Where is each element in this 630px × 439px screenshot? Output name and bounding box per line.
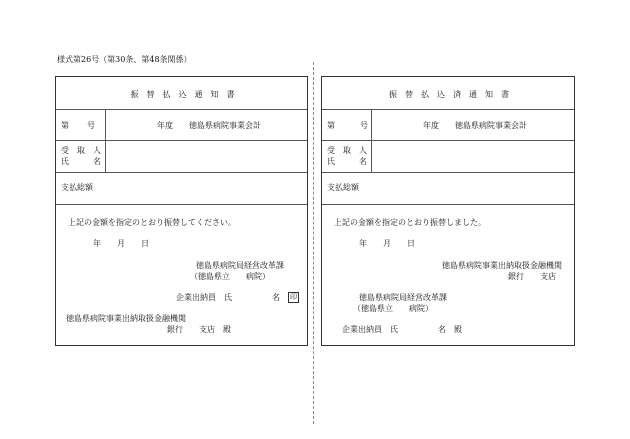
divider	[56, 204, 307, 205]
number-label: 第	[327, 121, 335, 130]
date-field: 年 月 日	[93, 239, 149, 248]
transfer-completed-notice-form	[321, 76, 575, 346]
fiscal-year-account: 年度 徳島県病院事業会計	[157, 121, 261, 130]
cashier-signature: 企業出納員 氏 名	[176, 293, 280, 302]
recipient-name-label: 氏 名	[61, 157, 101, 166]
transfer-notice-form	[55, 76, 308, 346]
bank-name: 徳島県病院事業出納取扱金融機関	[442, 261, 562, 270]
number-suffix: 号	[360, 121, 368, 130]
cut-line-divider	[313, 62, 314, 424]
form-title: 振 替 払 込 通 知 書	[130, 90, 235, 99]
recipient-label: 受 取 人	[327, 146, 367, 155]
issuer-department: 徳島県病院局経営改革課	[359, 293, 447, 302]
issuer-department: 徳島県病院局経営改革課	[196, 261, 284, 270]
issuer-hospital: （徳島県立 病院）	[190, 272, 270, 281]
date-field: 年 月 日	[359, 239, 415, 248]
instruction-message: 上記の金額を指定のとおり振替してください。	[68, 218, 236, 227]
cashier-signature: 企業出納員 氏 名 殿	[342, 325, 462, 334]
number-suffix: 号	[87, 121, 95, 130]
divider	[56, 140, 307, 141]
number-label: 第	[61, 121, 69, 130]
divider	[322, 140, 574, 141]
divider	[322, 204, 574, 205]
total-amount-label: 支払総額	[327, 183, 359, 192]
bank-name: 徳島県病院事業出納取扱金融機関	[66, 314, 186, 323]
divider	[322, 109, 574, 110]
divider	[322, 172, 574, 173]
recipient-label: 受 取 人	[61, 146, 101, 155]
form-reference: 様式第26号（第30条、第48条関係）	[57, 55, 192, 64]
bank-branch: 銀行 支店	[508, 272, 556, 281]
bank-branch: 銀行 支店 殿	[167, 325, 231, 334]
issuer-hospital: （徳島県立 病院）	[353, 304, 433, 313]
recipient-name-label: 氏 名	[327, 157, 367, 166]
fiscal-year-account: 年度 徳島県病院事業会計	[423, 121, 527, 130]
total-amount-label: 支払総額	[61, 183, 93, 192]
form-title: 振 替 払 込 済 通 知 書	[389, 90, 509, 99]
seal-box: 印	[290, 293, 297, 301]
completion-message: 上記の金額を指定のとおり振替しました。	[334, 218, 486, 227]
divider	[56, 172, 307, 173]
divider	[56, 109, 307, 110]
